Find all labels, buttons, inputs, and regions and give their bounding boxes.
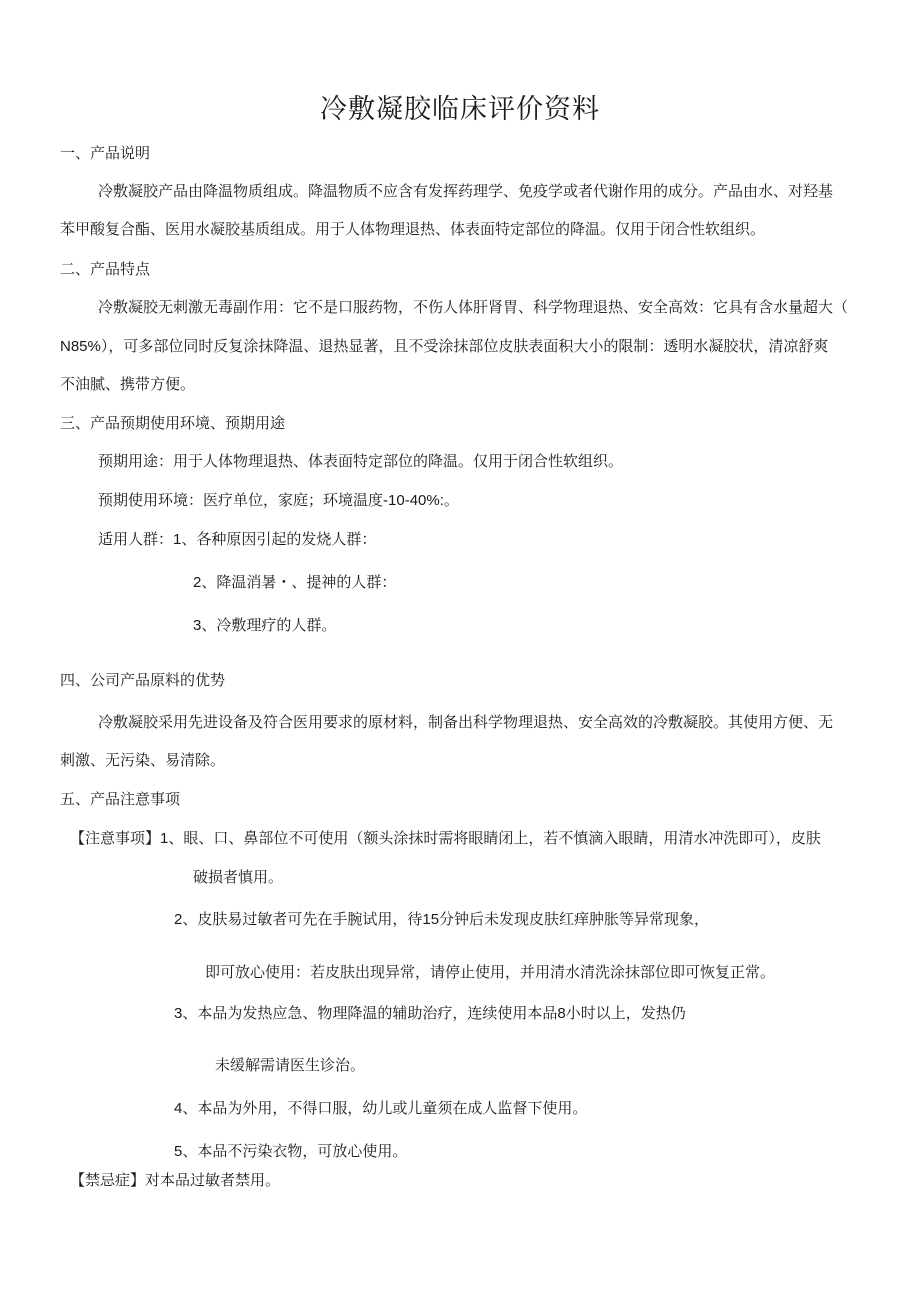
precaution-item (174, 1003, 686, 1024)
precaution-item (174, 1098, 587, 1119)
intended-use-text: 预期用途：用于人体物理退热、体表面特定部位的降温。仅用于闭合性软组织。 (98, 452, 624, 470)
paragraph-line: 苯甲酸复合酯、医用水凝胶基质组成。用于人体物理退热、体表面特定部位的降温。仅用于闭合性软组织。 (60, 220, 766, 238)
minutes-value: 15 (422, 911, 440, 928)
intended-environment-text (98, 490, 459, 511)
list-item-text: 分钟后未发现皮肤红痒肿胀等异常现象， (439, 910, 710, 928)
precaution-item (174, 909, 709, 930)
list-number: 2 (193, 574, 202, 591)
paragraph-line: 刺激、无污染、易清除。 (60, 751, 226, 769)
precaution-item (174, 1141, 407, 1162)
target-crowd-item (193, 615, 336, 636)
section-heading-intended-use: 三、产品预期使用环境、预期用途 (60, 414, 286, 432)
precaution-item (70, 828, 821, 849)
list-item-text: 小时以上，发热仍 (565, 1004, 686, 1022)
section-heading-product-description: 一、产品说明 (60, 144, 151, 162)
paragraph-line: 冷敷凝胶无刺激无毒副作用：它不是口服药物，不伤人体肝肾胃、科学物理退热、安全高效：它具有含水量超大（ (98, 298, 849, 316)
paragraph-line (60, 336, 828, 357)
notice-label: 【注意事项】 (70, 829, 161, 847)
paragraph-line: 冷敷凝胶产品由降温物质组成。降温物质不应含有发挥药理学、免疫学或者代谢作用的成分。产品由水、对羟基 (98, 182, 834, 200)
section-heading-product-features: 二、产品特点 (60, 260, 151, 278)
list-item-text: 、眼、口、鼻部位不可使用（额头涂抹时需将眼睛闭上，若不慎滴入眼睛，用清水冲洗即可），皮肤 (168, 829, 821, 847)
list-number: 3 (174, 1005, 183, 1022)
list-item-text: 、各种原因引起的发烧人群： (181, 530, 377, 548)
water-content-value: N85% (60, 338, 101, 355)
precaution-item-continuation: 破损者慎用。 (193, 868, 284, 886)
list-number: 4 (174, 1100, 183, 1117)
list-item-text: 、本品不污染衣物，可放心使用。 (182, 1142, 408, 1160)
target-crowd-label: 适用人群： (98, 530, 174, 548)
list-number: 1 (173, 531, 182, 548)
temperature-range: -10-40%: (383, 492, 444, 509)
target-crowd-item (98, 529, 376, 550)
list-item-text: 、冷敷理疗的人群。 (201, 616, 337, 634)
env-label: 预期使用环境：医疗单位，家庭；环境温度 (98, 491, 384, 509)
list-number: 5 (174, 1143, 183, 1160)
precaution-item-continuation: 即可放心使用：若皮肤出现异常，请停止使用，并用清水清洗涂抹部位即可恢复正常。 (205, 963, 776, 981)
paragraph-line: 冷敷凝胶采用先进设备及符合医用要求的原材料，制备出科学物理退热、安全高效的冷敷凝胶。其使用方便、无 (98, 713, 834, 731)
precaution-item-continuation: 未缓解需请医生诊治。 (215, 1056, 366, 1074)
contraindication-text: 对本品过敏者禁用。 (145, 1171, 281, 1189)
list-item-text: 、降温消暑・、提神的人群： (201, 573, 397, 591)
list-number: 1 (160, 830, 169, 847)
section-heading-precautions: 五、产品注意事项 (60, 790, 181, 808)
list-item-text: 、本品为发热应急、物理降温的辅助治疗，连续使用本品 (182, 1004, 558, 1022)
contraindication (70, 1170, 280, 1190)
contraindication-label: 【禁忌症】 (70, 1171, 146, 1189)
paragraph-text: ），可多部位同时反复涂抹降温、退热显著，且不受涂抹部位皮肤表面积大小的限制：透明水凝胶状，清凉舒爽 (100, 337, 829, 355)
list-number: 2 (174, 911, 183, 928)
document-title: 冷敷凝胶临床评价资料 (320, 94, 600, 125)
paragraph-line: 不油腻、携带方便。 (60, 375, 196, 393)
hours-value: 8 (557, 1005, 566, 1022)
list-number: 3 (193, 617, 202, 634)
list-item-text: 、皮肤易过敏者可先在手腕试用，待 (182, 910, 423, 928)
env-suffix: 。 (443, 491, 459, 509)
list-item-text: 、本品为外用，不得口服，幼儿或儿童须在成人监督下使用。 (182, 1099, 588, 1117)
section-heading-material-advantages: 四、公司产品原料的优势 (60, 671, 226, 689)
target-crowd-item (193, 572, 396, 593)
